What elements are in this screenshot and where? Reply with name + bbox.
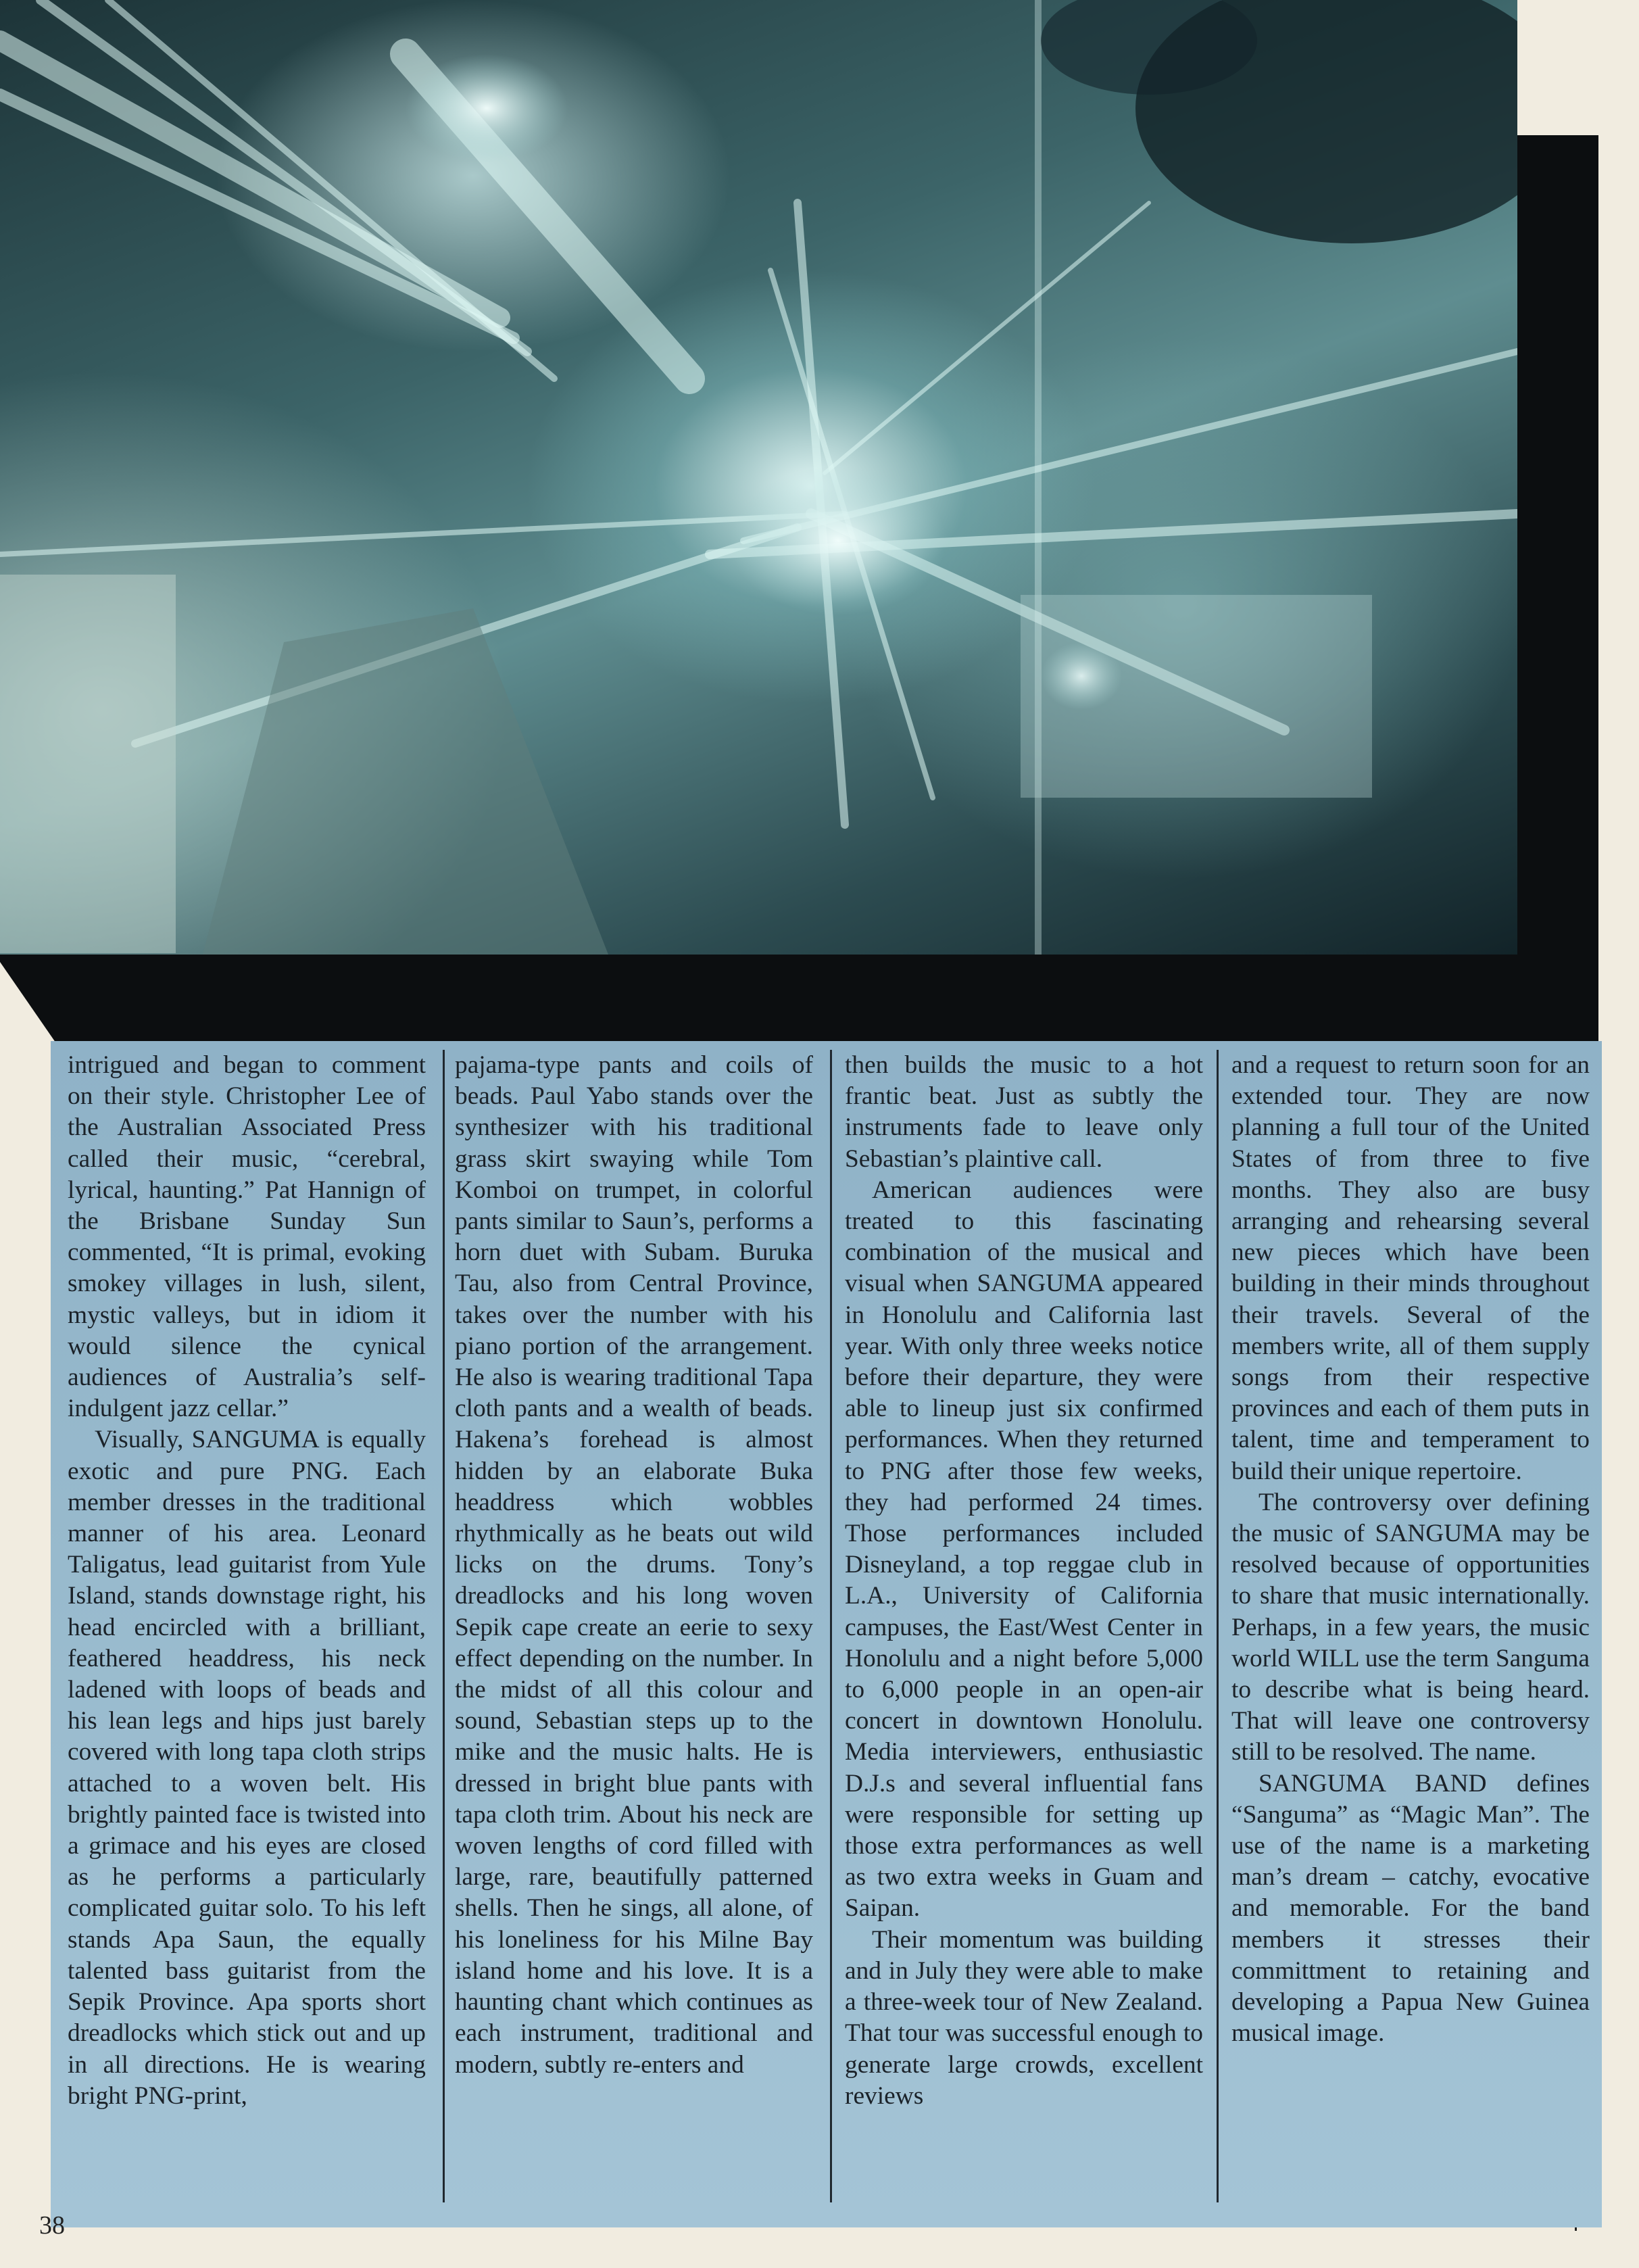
column-rule	[830, 1050, 832, 2202]
column-rule	[443, 1050, 445, 2202]
paragraph: pajama-type pants and coils of beads. Paul Yabo stands over the synthesizer with his traditional grass skirt swaying while Tom Komboi on trumpet, in colorful pants similar to Saun’s, performs a horn duet with Subam. Buruka Tau, also from Central Province, takes over the number with his piano portion of the arrangement. He also is wearing traditional Tapa cloth pants and a wealth of beads. Hakena’s forehead is almost hidden by an elaborate Buka headdress which wobbles rhythmically as he beats out wild licks on the drums. Tony’s dreadlocks and his long woven Sepik cape create an eerie to sexy effect depending on the number. In the midst of all this colour and sound, Sebastian steps up to the mike and the music halts. He is dressed in bright blue pants with tapa cloth trim. About his neck are woven lengths of cord filled with large, rare, beautifully patterned shells. Then he sings, all alone, of his loneliness for his Milne Bay island home and his love. It is a haunting chant which continues as each instrument, traditional and modern, subtly re-enters and	[455, 1051, 813, 2079]
article-column-4	[1231, 1050, 1590, 2050]
paragraph: The controversy over defining the music of SANGUMA may be resolved because of opportunities to share that music internationally. Perhaps, in a few years, the music world WILL use the term Sanguma to describe what is being heard. That will leave one controversy still to be resolved. The name.	[1231, 1488, 1590, 1766]
paragraph: SANGUMA BAND defines “Sanguma” as “Magic Man”. The use of the name is a marketing man’s dream – catchy, evocative and memorable. For the band members it stresses their committment to retaining and developing a Papua New Guinea musical image.	[1231, 1769, 1590, 2048]
paragraph: then builds the music to a hot frantic beat. Just as subtly the instruments fade to leave only Sebastian’s plaintive call.	[845, 1051, 1203, 1173]
light-streaks-graphic	[0, 0, 1517, 955]
paragraph: intrigued and began to comment on their style. Christopher Lee of the Australian Associated Press called their music, “cerebral, lyrical, haunting.” Pat Hannign of the Brisbane Sunday Sun commented, “It is primal, evoking smokey villages in lush, silent, mystic valleys, but in idiom it would silence the cynical audiences of Australia’s self-indulgent jazz cellar.”	[68, 1051, 426, 1423]
paragraph: Visually, SANGUMA is equally exotic and pure PNG. Each member dresses in the traditional manner of his area. Leonard Taligatus, lead guitarist from Yule Island, stands downstage right, his head encircled with a brilliant, feathered headdress, his neck ladened with loops of beads and his lean legs and hips just barely covered with long tapa cloth strips attached to a woven belt. His brightly painted face is twisted into a grimace and his eyes are closed as he performs a particularly complicated guitar solo. To his left stands Apa Saun, the equally talented bass guitarist from the Sepik Province. Apa sports short dreadlocks which stick out and up in all directions. He is wearing bright PNG-print,	[68, 1426, 426, 2110]
paragraph: American audiences were treated to this fascinating combination of the musical and visual when SANGUMA appeared in Honolulu and California last year. With only three weeks notice before their departure, they were able to lineup just six confirmed performances. When they returned to PNG after those few weeks, they had performed 24 times. Those performances included Disneyland, a top reggae club in L.A., University of California campuses, the East/West Center in Honolulu and a night before 5,000 to 6,000 people in an open-air concert in downtown Honolulu. Media interviewers, enthusiastic D.J.s and several influential fans were responsible for setting up those extra performances as well as two extra weeks in Guam and Saipan.	[845, 1176, 1203, 1923]
article-column-1	[68, 1050, 426, 2112]
article-column-2	[455, 1050, 813, 2081]
page-corner	[1517, 0, 1639, 135]
article-column-3	[845, 1050, 1203, 2112]
paragraph: Their momentum was building and in July they were able to make a three-week tour of New Zealand. That tour was successful enough to generate large crowds, excellent reviews	[845, 1925, 1203, 2110]
column-rule	[1217, 1050, 1219, 2202]
concert-photo	[0, 0, 1517, 955]
page-number: 38	[39, 2211, 65, 2240]
paragraph: and a request to return soon for an extended tour. They are now planning a full tour of the United States of from three to five months. They also are busy arranging and rehearsing several new pieces which have been building in their minds throughout their travels. Several of the members write, all of them supply songs from their respective provinces and each of them puts in talent, time and temperament to build their unique repertoire.	[1231, 1051, 1590, 1485]
